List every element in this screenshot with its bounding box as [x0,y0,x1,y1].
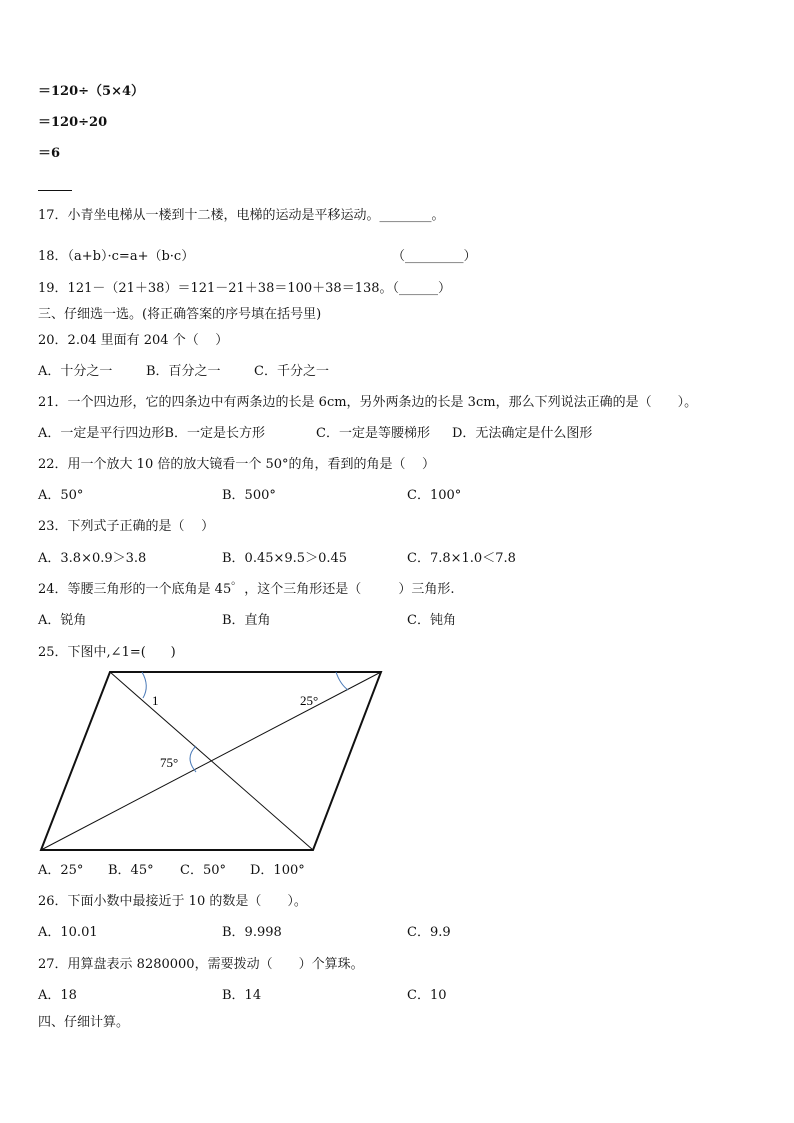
q27-option-b: B．14 [222,988,262,1003]
q22-option-a: A．50° [38,488,84,503]
question-24: 24．等腰三角形的一个底角是 45゜，这个三角形还是（ ）三角形. [38,582,455,597]
label-angle-1: 1 [152,693,159,708]
question-22: 22．用一个放大 10 倍的放大镜看一个 50°的角，看到的角是（ ） [38,457,436,472]
q26-option-b: B．9.998 [222,925,282,940]
q24-option-c: C．钝角 [407,613,456,628]
angle-1-arc [142,672,146,698]
q25-option-b: B．45° [108,863,154,878]
question-17: 17．小青坐电梯从一楼到十二楼，电梯的运动是平移运动。________。 [38,208,445,223]
question-18-paren: （_________） [392,249,477,264]
q26-option-a: A．10.01 [38,925,98,940]
label-angle-75: 75° [160,755,179,770]
q22-option-b: B．500° [222,488,276,503]
q26-option-c: C．9.9 [407,925,451,940]
q23-option-a: A．3.8×0.9＞3.8 [38,551,147,566]
q27-option-c: C．10 [407,988,447,1003]
calc-step-2: ＝120÷20 [38,115,108,130]
q20-option-c: C．千分之一 [254,364,329,379]
question-25: 25．下图中,∠1=( ) [38,645,176,660]
angle-75-arc [190,746,196,772]
section-3-heading: 三、仔细选一选。(将正确答案的序号填在括号里) [38,307,322,322]
q21-option-c: C．一定是等腰梯形 [316,426,430,441]
calc-step-3: ＝6 [38,146,61,161]
q22-option-c: C．100° [407,488,462,503]
section-4-heading: 四、仔细计算。 [38,1015,130,1030]
q25-option-a: A．25° [38,863,84,878]
q24-option-b: B．直角 [222,613,271,628]
question-26: 26．下面小数中最接近于 10 的数是（ ）。 [38,894,307,909]
q20-option-b: B．百分之一 [146,364,221,379]
q27-option-a: A．18 [38,988,77,1003]
label-angle-25: 25° [300,693,319,708]
q21-option-ab: A．一定是平行四边形B．一定是长方形 [38,426,265,441]
question-21: 21．一个四边形，它的四条边中有两条边的长是 6cm，另外两条边的长是 3cm，那么下列说法正确的是（ ）。 [38,395,698,410]
q23-option-c: C．7.8×1.0＜7.8 [407,551,516,566]
parallelogram-figure [38,668,388,854]
q21-option-d: D．无法确定是什么图形 [452,426,593,441]
angle-25-arc [336,672,348,690]
question-20: 20．2.04 里面有 204 个（ ） [38,333,229,348]
q24-option-a: A．锐角 [38,613,87,628]
question-27: 27．用算盘表示 8280000，需要拨动（ ）个算珠。 [38,957,364,972]
question-23: 23．下列式子正确的是（ ） [38,519,215,534]
answer-underline [38,190,72,191]
question-18: 18．（a+b）·c=a+（b·c） [38,249,195,264]
diagonal-2 [41,672,381,850]
calc-step-1: ＝120÷（5×4） [38,84,145,99]
q23-option-b: B．0.45×9.5＞0.45 [222,551,348,566]
question-19: 19．121－（21＋38）＝121－21＋38＝100＋38＝138。（______） [38,281,452,296]
q20-option-a: A．十分之一 [38,364,113,379]
q25-option-c: C．50° [180,863,226,878]
q25-option-d: D．100° [250,863,305,878]
